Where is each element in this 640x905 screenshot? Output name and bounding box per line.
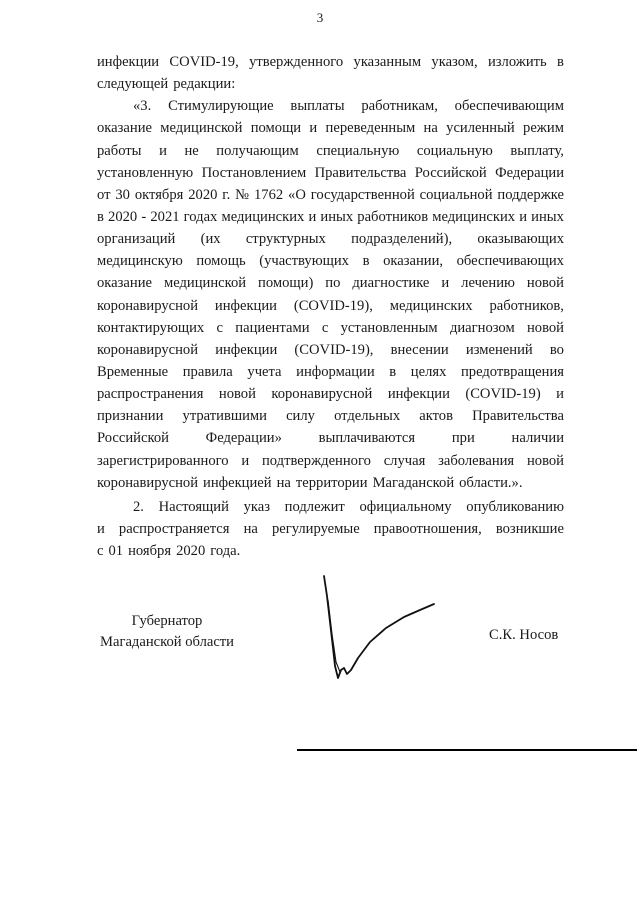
text-line: оказание медицинской помощи) по диагностике и лечению новой xyxy=(97,275,564,292)
signatory-title-line2: Магаданской области xyxy=(100,634,234,650)
handwritten-signature xyxy=(300,570,450,690)
text-line: работы и не получающим специальную социальную выплату, xyxy=(97,142,564,159)
text-line: 2. Настоящий указ подлежит официальному опубликованию xyxy=(133,498,564,515)
text-line: признании утратившими силу отдельных актов Правительства xyxy=(97,408,564,425)
bottom-rule xyxy=(297,749,637,751)
signatory-title-line1: Губернатор xyxy=(131,613,203,629)
page-number: 3 xyxy=(316,10,324,25)
signatory-title xyxy=(97,611,237,653)
text-line: от 30 октября 2020 г. № 1762 «О государственной социальной поддержке xyxy=(97,186,564,203)
text-line: оказание медицинской помощи и переведенным на усиленный режим xyxy=(97,120,564,137)
text-line: инфекции COVID-19, утвержденного указанным указом, изложить в xyxy=(97,54,564,70)
text-line: и распространяется на регулируемые правоотношения, возникшие xyxy=(97,520,564,537)
signatory-name: С.К. Носов xyxy=(489,627,559,643)
text-line: установленную Постановлением Правительства Российской Федерации xyxy=(97,164,564,181)
decree-body xyxy=(97,51,564,562)
text-line: Временные правила учета информации в целях предотвращения xyxy=(97,363,564,380)
text-line: Российской Федерации» выплачиваются при наличии xyxy=(97,430,564,447)
text-line: коронавирусной инфекции (COVID-19), медицинских работников, xyxy=(97,297,564,314)
text-line: медицинскую помощь (участвующих в оказании, обеспечивающих xyxy=(97,253,564,270)
text-line: коронавирусной инфекции (COVID-19), внесении изменений во xyxy=(97,341,564,358)
text-line: «3. Стимулирующие выплаты работникам, обеспечивающим xyxy=(133,98,564,115)
text-line: коронавирусной инфекцией на территории Магаданской области.». xyxy=(97,474,523,491)
text-line: с 01 ноября 2020 года. xyxy=(97,543,241,560)
text-line: зарегистрированного и подтвержденного случая заболевания новой xyxy=(97,452,564,469)
text-line: организаций (их структурных подразделений), оказывающих xyxy=(97,231,564,248)
text-line: контактирующих с пациентами с установленным диагнозом новой xyxy=(97,319,564,336)
text-line: в 2020 - 2021 годах медицинских и иных работников медицинских и иных xyxy=(97,208,564,225)
text-line: распространения новой коронавирусной инфекции (COVID-19) и xyxy=(97,386,564,403)
text-line: следующей редакции: xyxy=(97,76,236,93)
